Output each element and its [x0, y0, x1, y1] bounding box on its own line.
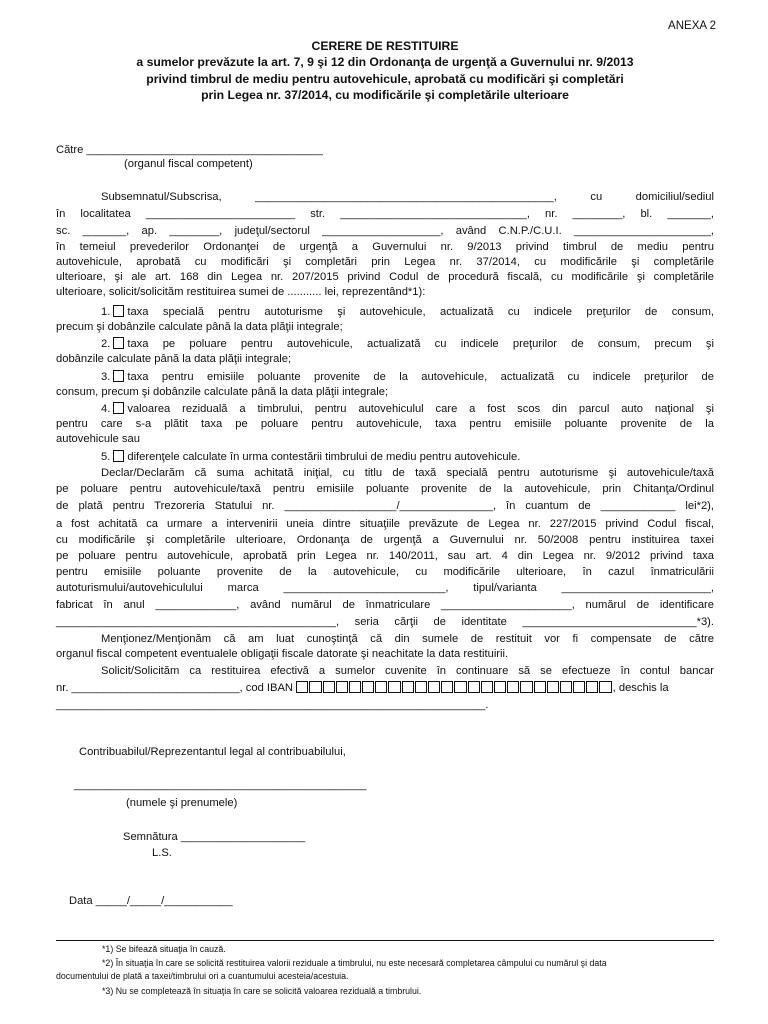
iban-char-box[interactable]: [534, 681, 546, 693]
option-4-checkbox[interactable]: [113, 402, 124, 414]
declaration-line-4: a fost achitată ca urmare a intervenirii uneia dintre situaţiile prevăzute de Legea nr. 227/2015 privind Codul fiscal,: [56, 518, 714, 530]
request-form-page: [56, 0, 714, 1024]
iban-char-box[interactable]: [336, 681, 348, 693]
iban-char-box[interactable]: [428, 681, 440, 693]
declaration-line-5: cu modificările şi completările ulterioare, Ordonanţa de urgenţă a Guvernului nr. 50/2008 pentru instituirea taxei: [56, 534, 714, 546]
vehicle-year-line[interactable]: fabricat în anul _____________, având numărul de înmatriculare _____________________, numărul de identificare: [56, 599, 714, 611]
option-3: [101, 370, 714, 384]
mention-line-2: organul fiscal competent eventualele obligaţii fiscale datorate şi neachitate la data restituirii.: [56, 648, 509, 660]
option-4-text: valoarea reziduală a timbrului, pentru autovehiculul care a fost scos din parcul auto naţional şi: [127, 403, 714, 415]
iban-char-box[interactable]: [560, 681, 572, 693]
iban-char-box[interactable]: [415, 681, 427, 693]
annex-label: ANEXA 2: [668, 20, 716, 32]
vehicle-id-line[interactable]: _____________________________________________, seria cărţii de identitate ____________________________*3).: [56, 616, 714, 628]
iban-char-box[interactable]: [507, 681, 519, 693]
iban-char-box[interactable]: [309, 681, 321, 693]
declaration-line-6: pe poluare pentru autovehicule, aprobată prin Legea nr. 140/2011, sau art. 4 din Legea nr. 9/2012 privind taxa: [56, 550, 714, 562]
legal-basis-line-1: în temeiul prevederilor Ordonanţei de urgenţă a Guvernului nr. 9/2013 privind timbrul de mediu pentru: [56, 241, 714, 253]
option-4: [101, 402, 714, 416]
iban-char-box[interactable]: [494, 681, 506, 693]
iban-char-box[interactable]: [375, 681, 387, 693]
recipient-caption: (organul fiscal competent): [124, 158, 253, 170]
option-1-text: taxa specială pentru autoturisme şi autovehicule, actualizată cu indicele preţurilor de consum,: [127, 306, 714, 318]
seal-label: L.S.: [152, 847, 172, 859]
iban-char-box[interactable]: [296, 681, 308, 693]
option-1: [101, 305, 714, 319]
bank-name-line[interactable]: _____________________________________________________________________.: [56, 699, 489, 711]
name-signature-line[interactable]: _______________________________________________: [74, 779, 367, 791]
address-line-1[interactable]: în localitatea ________________________ str. ______________________________, nr. ________, bl. _______,: [56, 208, 714, 220]
iban-char-box[interactable]: [573, 681, 585, 693]
option-5-checkbox[interactable]: [113, 450, 124, 462]
declaration-line-7: pentru emisiile poluante provenite de la autovehicule, cu modificările ulterioare, în cazul înmatriculării: [56, 566, 714, 578]
footnote-2-cont: documentului de plată a taxei/timbrului ori a cuantumului acesteia/acestuia.: [56, 971, 349, 981]
iban-char-box[interactable]: [349, 681, 361, 693]
option-4-number: 4.: [101, 403, 111, 415]
option-1-checkbox[interactable]: [113, 305, 124, 317]
iban-char-box[interactable]: [362, 681, 374, 693]
iban-char-box[interactable]: [454, 681, 466, 693]
iban-char-box[interactable]: [402, 681, 414, 693]
legal-basis-line-3: ulterioare, şi ale art. 168 din Legea nr. 207/2015 privind Codul de procedură fiscală, cu modificările şi completările: [56, 271, 714, 283]
option-2-number: 2.: [101, 338, 111, 350]
option-2-text-cont: dobânzile calculate până la data plăţii integrale;: [56, 353, 292, 365]
iban-char-box[interactable]: [586, 681, 598, 693]
footnote-2: *2) În situaţia în care se solicită restituirea valorii reziduale a timbrului, nu este necesară completarea câmpului cu numărul şi data: [102, 958, 607, 968]
footnote-1: *1) Se bifează situaţia în cauză.: [102, 944, 226, 954]
option-3-checkbox[interactable]: [113, 370, 124, 382]
name-caption: (numele şi prenumele): [126, 797, 238, 809]
date-field[interactable]: Data _____/_____/___________: [69, 895, 233, 907]
option-2-checkbox[interactable]: [113, 337, 124, 349]
declaration-line-1: Declar/Declarăm că suma achitată iniţial, cu titlu de taxă specială pentru autoturisme şi autovehicule/taxă: [101, 467, 714, 479]
declaration-line-3[interactable]: de plată pentru Trezoreria Statului nr. __________________/_______________, în cuantum de ____________ lei*2),: [56, 500, 714, 512]
address-line-2[interactable]: sc. _______, ap. ________, judeţul/sectorul ___________________, având C.N.P./C.U.I. ______________________,: [56, 225, 714, 237]
option-4-text-cont: pentru care s-a plătit taxa pe poluare pentru autovehicule, taxa pentru emisiile poluante provenite de la: [56, 418, 714, 430]
mention-line-1: Menţionez/Menţionăm că am luat cunoştinţă că din sumele de restituit vor fi compensate de către: [101, 633, 714, 645]
recipient-line[interactable]: Către ______________________________________: [56, 144, 323, 156]
option-2-text: taxa pe poluare pentru autovehicule, actualizată cu indicele preţurilor de consum, precum şi: [127, 338, 714, 350]
option-3-number: 3.: [101, 371, 111, 383]
option-5-number: 5.: [101, 451, 111, 463]
title-line-1: CERERE DE RESTITUIRE: [311, 39, 459, 53]
option-3-text-cont: consum, precum şi dobânzile calculate până la data plăţii integrale;: [56, 386, 389, 398]
footnote-divider: [56, 940, 714, 941]
bank-account-field[interactable]: nr. ___________________________, cod IBAN: [56, 682, 294, 694]
legal-basis-line-4: ulterioare, solicit/solicităm restituirea sumei de ........... lei, reprezentând*1):: [56, 286, 426, 298]
option-5-text: diferenţele calculate în urma contestării timbrului de mediu pentru autovehicule.: [127, 451, 521, 463]
title-line-3: privind timbrul de mediu pentru autovehicule, aprobată cu modificări şi completări: [146, 71, 624, 86]
title-line-2: a sumelor prevăzute la art. 7, 9 şi 12 din Ordonanţa de urgenţă a Guvernului nr. 9/2013: [136, 55, 634, 70]
option-2: [101, 337, 714, 351]
taxpayer-label: Contribuabilul/Reprezentantul legal al contribuabilului,: [79, 746, 346, 758]
vehicle-make-line[interactable]: autoturismului/autovehiculului marca __________________________, tipul/varianta ________________________,: [56, 582, 714, 594]
iban-char-box[interactable]: [520, 681, 532, 693]
option-1-text-cont: precum şi dobânzile calculate până la data plăţii integrale;: [56, 321, 343, 333]
bank-opened-at-label: , deschis la: [612, 682, 669, 694]
footnote-3: *3) Nu se completează în situaţia în care se solicită valoarea reziduală a timbrului.: [102, 986, 422, 996]
iban-char-box[interactable]: [481, 681, 493, 693]
option-4-text-end: autovehicule sau: [56, 433, 140, 445]
applicant-name-line[interactable]: Subsemnatul/Subscrisa, ________________________________________________, cu domiciliul/sediul: [101, 191, 714, 203]
title-line-4: prin Legea nr. 37/2014, cu modificările şi completările ulterioare: [201, 87, 569, 102]
iban-char-box[interactable]: [441, 681, 453, 693]
bank-account-line: [56, 681, 714, 697]
signature-field[interactable]: Semnătura ____________________: [123, 831, 306, 843]
iban-char-box[interactable]: [388, 681, 400, 693]
iban-char-box[interactable]: [323, 681, 335, 693]
bank-request-line: Solicit/Solicităm ca restituirea efectivă a sumelor cuvenite în continuare să se efectueze în contul bancar: [101, 665, 714, 677]
iban-char-box[interactable]: [547, 681, 559, 693]
option-5: [101, 450, 714, 464]
iban-char-box[interactable]: [468, 681, 480, 693]
option-3-text: taxa pentru emisiile poluante provenite de la autovehicule, actualizată cu indicele preţurilor de: [127, 371, 714, 383]
document-title: [56, 38, 714, 103]
iban-char-box[interactable]: [599, 681, 611, 693]
iban-boxes[interactable]: [296, 681, 613, 697]
declaration-line-2: pe poluare pentru autovehicule/taxă pentru emisiile poluante provenite de la autovehicule, prin Chitanţa/Ordinul: [56, 483, 714, 495]
legal-basis-line-2: autovehicule, aprobată cu modificări şi completări prin Legea nr. 37/2014, cu modificările şi completările: [56, 256, 714, 268]
option-1-number: 1.: [101, 306, 111, 318]
